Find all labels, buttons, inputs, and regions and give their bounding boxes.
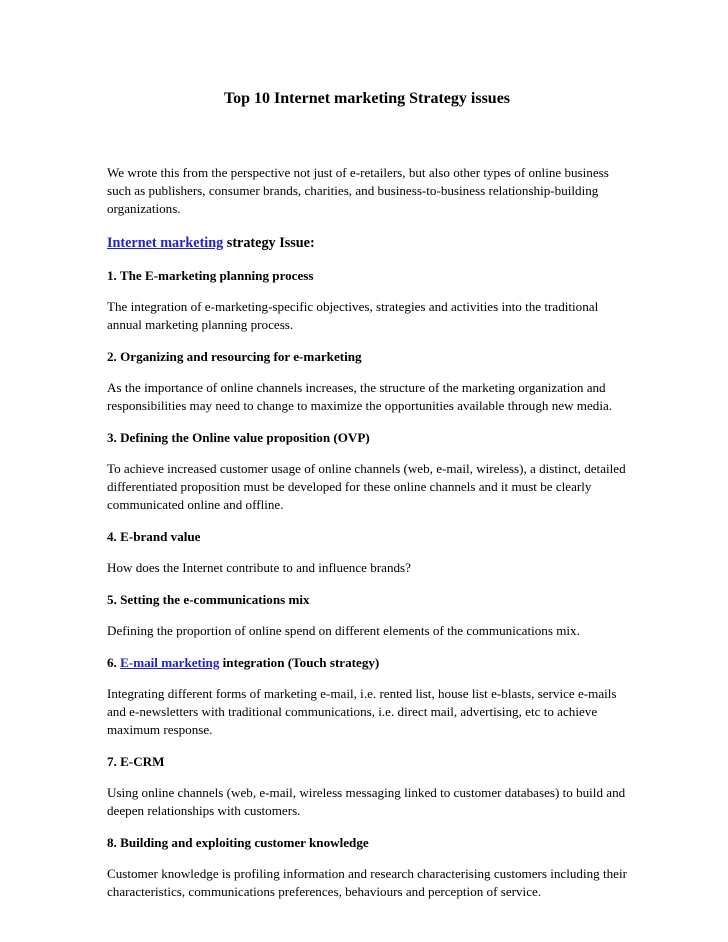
section-body: Using online channels (web, e-mail, wireless messaging linked to customer databases) to build and deepen relationships with customers. <box>107 785 626 818</box>
section-heading: 4. E-brand value <box>107 529 201 544</box>
section-heading <box>107 654 627 672</box>
subheading-rest: strategy Issue: <box>223 235 315 251</box>
section-heading: 8. Building and exploiting customer knowledge <box>107 835 369 850</box>
heading-suffix: integration (Touch strategy) <box>219 655 380 670</box>
section-7 <box>107 753 627 820</box>
heading-prefix: 6. <box>107 655 121 670</box>
section-2 <box>107 348 627 415</box>
document-page <box>107 89 627 915</box>
section-4 <box>107 528 627 577</box>
internet-marketing-link[interactable]: Internet marketing <box>107 235 224 251</box>
section-heading: 7. E-CRM <box>107 754 165 769</box>
intro-paragraph: We wrote this from the perspective not just of e-retailers, but also other types of online business such as publishers, consumer brands, charities, and business-to-business relationship-building organizations. <box>107 165 609 216</box>
section-body: Customer knowledge is profiling information and research characterising customers including their characteristics, communications preferences, behaviours and perception of service. <box>107 866 627 899</box>
strategy-issue-subheading <box>107 234 627 252</box>
section-heading: 5. Setting the e-communications mix <box>107 592 310 607</box>
section-body: To achieve increased customer usage of online channels (web, e-mail, wireless), a distinct, detailed differentiated proposition must be developed for these online channels and it must be clearly communicated online and offline. <box>107 461 626 512</box>
section-heading: 2. Organizing and resourcing for e-marketing <box>107 349 362 364</box>
section-6 <box>107 654 627 739</box>
section-body: As the importance of online channels increases, the structure of the marketing organization and responsibilities may need to change to maximize the opportunities available through new media. <box>107 380 613 413</box>
section-heading: 1. The E-marketing planning process <box>107 268 314 283</box>
document-title: Top 10 Internet marketing Strategy issues <box>223 90 511 107</box>
section-heading: 3. Defining the Online value proposition (OVP) <box>107 430 370 445</box>
section-3 <box>107 429 627 514</box>
section-body: Defining the proportion of online spend on different elements of the communications mix. <box>107 623 580 638</box>
section-body: The integration of e-marketing-specific objectives, strategies and activities into the traditional annual marketing planning process. <box>107 299 599 332</box>
section-1 <box>107 267 627 334</box>
email-marketing-link[interactable]: E-mail marketing <box>120 655 220 670</box>
section-body: Integrating different forms of marketing e-mail, i.e. rented list, house list e-blasts, service e-mails and e-newsletters with traditional communications, i.e. direct mail, advertising, etc to achieve maximum response. <box>107 686 617 737</box>
section-8 <box>107 834 627 901</box>
section-body: How does the Internet contribute to and influence brands? <box>107 560 411 575</box>
section-5 <box>107 591 627 640</box>
